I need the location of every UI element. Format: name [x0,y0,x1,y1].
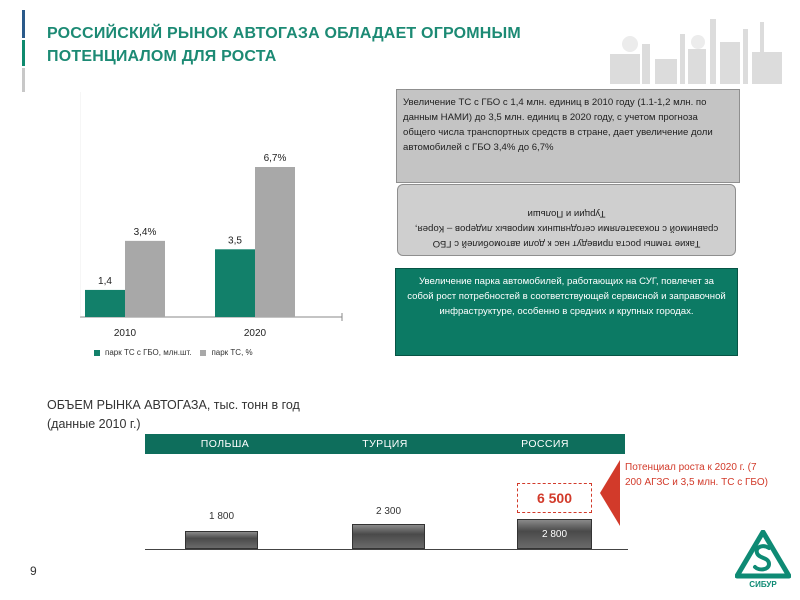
chart-legend [94,348,253,357]
accent-bar-blue [22,10,25,38]
potential-value-box: 6 500 [517,483,592,513]
growth-potential-note: Потенциал роста к 2020 г. (7 200 АГЗС и 3,5 млн. ТС с ГБО) [625,462,768,488]
bar-2010-series-2 [125,241,165,317]
growth-info-box: Увеличение ТС с ГБО с 1,4 млн. единиц в 2010 году (1.1-1,2 млн. по данным НАМИ) до 3,5 млн. единиц в 2020 году, с учетом прогноза общего числа транспортных средств в стране, дает увеличение доли автомобилей с ГБО 3,4% до 6,7% [396,89,740,183]
volume-baseline [145,549,628,550]
data-label-2010-series-1: 1,4 [98,275,112,287]
bar-2020-series-2 [255,167,295,317]
volume-bar-turkey [352,524,425,549]
country-header-poland: ПОЛЬША [200,438,250,450]
page-number: 9 [30,564,37,578]
country-header-turkey: ТУРЦИЯ [362,438,408,450]
accent-bar-gray [22,68,25,92]
logo-text: СИБУР [749,580,777,589]
volume-label-turkey: 2 300 [375,506,402,517]
country-header-russia: РОССИЯ [521,438,569,450]
accent-bar-green [22,40,25,66]
volume-label-poland: 1 800 [208,511,235,522]
page-title: РОССИЙСКИЙ РЫНОК АВТОГАЗА ОБЛАДАЕТ ОГРОМНЫМ ПОТЕНЦИАЛОМ ДЛЯ РОСТА [47,25,521,65]
infrastructure-info-box: Увеличение парка автомобилей, работающих на СУГ, повлечет за собой рост потребностей в соответствующей сервисной и заправочной инфраструктуре, особенно в средних и крупных городах. [395,268,738,356]
legend-label-share: парк ТС, % [211,348,253,357]
bar-2010-series-1 [85,290,125,317]
volume-label-russia: 2 800 [541,529,568,540]
market-volume-title [47,396,300,434]
data-label-2020-series-1: 3,5 [228,235,242,247]
data-label-2010-series-2: 3,4% [133,226,157,238]
factory-skyline-icon [600,14,790,84]
market-volume-unit: , тыс. тонн в год [206,398,300,412]
sibur-logo-icon [735,530,791,590]
comparison-info-box: Такие темпы роста приведут нас к доли автомобилей с ГБО сравнимой с показателями сегодняшних мировых лидеров – Корея, Турции и Польши [397,184,736,256]
tick-label-2020: 2020 [243,328,267,339]
market-volume-heading: ОБЪЕМ РЫНКА АВТОГАЗА [47,398,207,412]
volume-bar-poland [185,531,258,549]
gbo-bar-chart [80,92,360,372]
country-header [145,434,625,454]
legend-label-gbo: парк ТС с ГБО, млн.шт. [105,348,192,357]
chevron-left-icon [600,460,620,526]
legend-swatch-share [200,350,206,356]
legend-swatch-gbo [94,350,100,356]
market-volume-subtitle: (данные 2010 г.) [47,417,141,431]
data-label-2020-series-2: 6,7% [263,153,287,164]
tick-label-2010: 2010 [113,328,137,339]
bar-2020-series-1 [215,249,255,317]
